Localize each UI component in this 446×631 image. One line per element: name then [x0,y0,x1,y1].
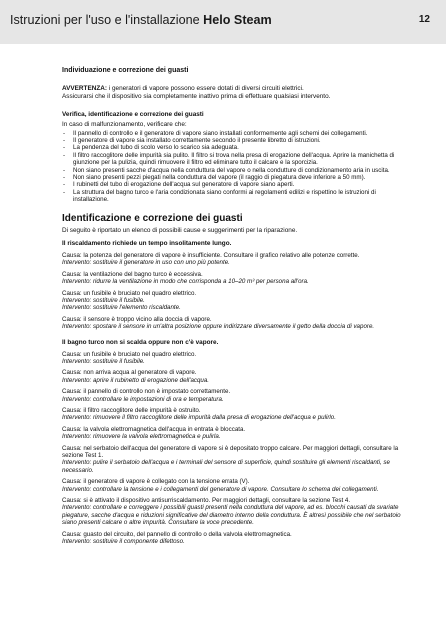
fault-case [62,271,412,286]
fault-remedy: Intervento: controllare la tensione e i collegamenti del generatore di vapore. Consultare lo schema dei collegamenti. [62,485,379,493]
checklist-item: - I rubinetti del tubo di erogazione dell'acqua sul generatore di vapore siano aperti. [62,181,412,188]
warning-line-2: Assicurarsi che il dispositivo sia completamente inattivo prima di effettuare qualsiasi intervento. [62,93,331,101]
fault-case [62,407,412,422]
warning-line-1 [62,85,412,93]
fault-cause: Causa: il filtro raccoglitore delle impurità è ostruito. [62,406,201,414]
fault-cause: Causa: il generatore di vapore è collegato con la tensione errata (V). [62,478,250,486]
product-name: Helo Steam [203,13,272,27]
section-heading: Il riscaldamento richiede un tempo insolitamente lungo. [62,239,232,247]
fault-case [62,252,412,267]
guide-title: Identificazione e correzione dei guasti [62,212,243,224]
fault-case [62,478,412,493]
fault-cause: Causa: il pannello di controllo non è impostato correttamente. [62,388,231,396]
fault-remedy: Intervento: spostare il sensore in un'altra posizione oppure indirizzare diversamente il getto della doccia di vapore. [62,323,375,331]
fault-case [62,426,412,441]
fault-cause: Causa: il sensore è troppo vicino alla doccia di vapore. [62,315,212,323]
fault-cause: Causa: un fusibile è bruciato nel quadro elettrico. [62,350,197,358]
page-content [62,66,412,545]
fault-case [62,445,412,475]
fault-cause: Causa: guasto del circuito, del pannello di controllo o della valvola elettromagnetica. [62,530,292,538]
checklist-item: - Il filtro raccoglitore delle impurità sia pulito. Il filtro si trova nella presa di erogazione dell'acqua. Aprire la manichetta di giunzione per la pulizia, quindi rimuovere il filtro ed eliminare tutto il calcare e la sporcizia. [62,152,412,167]
fault-remedy: Intervento: rimuovere il filtro raccoglitore delle impurità dalla presa di erogazione dell'acqua e pulirlo. [62,414,336,422]
checklist-item: - La pendenza del tubo di scolo verso lo scarico sia adeguata. [62,144,412,151]
guide-lead: Di seguito è riportato un elenco di possibili cause e suggerimenti per la riparazione. [62,226,298,234]
fault-remedy: Intervento: rimuovere la valvola elettromagnetica e pulirla. [62,433,221,441]
document-title-text: Istruzioni per l'uso e l'installazione [10,13,204,27]
verify-lead: In caso di malfunzionamento, verificare che: [62,121,187,129]
checklist-item: - Il pannello di controllo e il generatore di vapore siano installati conformemente agli schemi dei collegamenti. [62,130,412,137]
fault-case [62,369,412,384]
guide-block [62,213,412,546]
section-heading: Il bagno turco non si scalda oppure non c'è vapore. [62,338,219,346]
fault-remedy: Intervento: controllare le impostazioni di ora e temperatura. [62,395,224,403]
fault-cause: Causa: un fusibile è bruciato nel quadro elettrico. [62,289,197,297]
verify-block [62,111,412,203]
fault-cause: Causa: nel serbatoio dell'acqua del generatore di vapore si è depositato troppo calcare. Per maggiori dettagli, consultare la sezione Test 1. [62,444,399,459]
verify-checklist [62,130,412,204]
fault-remedy: Intervento: controllare e correggere i possibili guasti presenti nella conduttura del vapore, ad es. blocchi causati da svariate piegature, sacche d'acqua e riduzioni significative del diametro interno della conduttura. È altresì possibile che nel serbatoio siano presenti calcare o altre impurità. Consultare la voce precedente. [62,504,401,527]
fault-case [62,497,412,527]
section-title-individuazione: Individuazione e correzione dei guasti [62,67,189,74]
fault-case [62,351,412,366]
fault-case [62,290,412,312]
page-number: 12 [418,14,430,25]
document-title [10,13,272,27]
fault-cause: Causa: la potenza del generatore di vapore è insufficiente. Consultare il grafico relativo alle potenze corrette. [62,251,360,259]
fault-remedy: Intervento: ridurre la ventilazione in modo che corrisponda a 10–20 m³ per persona all'ora. [62,278,309,286]
warning-block [62,85,412,101]
fault-remedy: Intervento: sostituire il fusibile. Intervento: sostituire l'elemento riscaldante. [62,296,181,312]
verify-title: Verifica, identificazione e correzione dei guasti [62,111,204,119]
checklist-item: - La struttura del bagno turco e l'aria condizionata siano conformi ai regolamenti edilizi e rispettino le istruzioni di installazione. [62,189,412,204]
section-slow-heating [62,240,412,331]
fault-cause: Causa: si è attivato il dispositivo antisurriscaldamento. Per maggiori dettagli, consultare la sezione Test 4. [62,497,351,505]
fault-cause: Causa: la ventilazione del bagno turco è eccessiva. [62,270,203,278]
checklist-item: - Non siano presenti sacche d'acqua nella conduttura del vapore o nella condutture di condizionamento aria in uscita. [62,167,412,174]
fault-remedy: Intervento: sostituire il componente difettoso. [62,538,185,546]
section-no-steam [62,339,412,546]
page-header [0,0,446,44]
fault-remedy: Intervento: sostituire il fusibile. [62,357,145,365]
fault-cause: Causa: non arriva acqua al generatore di vapore. [62,369,197,377]
checklist-item: - Il generatore di vapore sia installato correttamente secondo il presente libretto di istruzioni. [62,137,412,144]
fault-case [62,316,412,331]
fault-case [62,388,412,403]
fault-remedy: Intervento: aprire il rubinetto di erogazione dell'acqua. [62,376,210,384]
checklist-item: - Non siano presenti pezzi piegati nella conduttura del vapore (il raggio di piegatura deve inferiore a 50 mm). [62,174,412,181]
fault-remedy: Intervento: sostituire il generatore in uso con uno più potente. [62,259,230,267]
warning-label: AVVERTENZA: [62,85,107,92]
fault-cause: Causa: la valvola elettromagnetica dell'acqua in entrata è bloccata. [62,425,246,433]
fault-case [62,531,412,546]
fault-remedy: Intervento: pulire il serbatoio dell'acqua e i terminali del sensore di superficie, quindi sostituire gli elementi riscaldanti, se necessario. [62,459,390,474]
warning-text-1: i generatori di vapore possono essere dotati di diversi circuiti elettrici. [106,85,304,92]
